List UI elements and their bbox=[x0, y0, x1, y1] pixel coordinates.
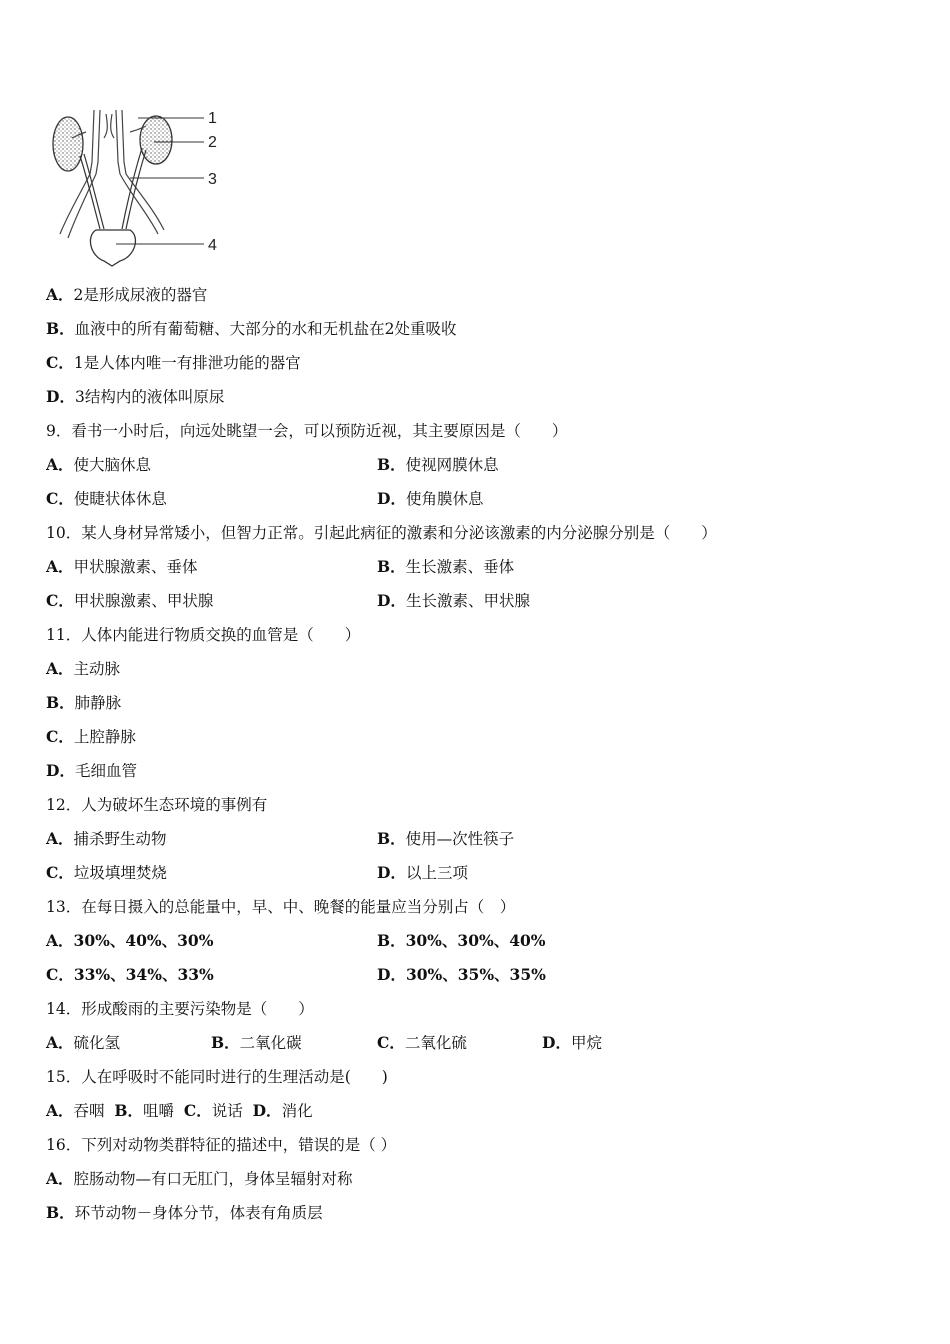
q15-options-row bbox=[46, 1100, 313, 1122]
figure-label-2: 2 bbox=[208, 134, 217, 151]
q9-option-b[interactable]: B．使视网膜休息 bbox=[377, 455, 499, 474]
q10-option-a[interactable]: A．甲状腺激素、垂体 bbox=[46, 557, 198, 576]
q11-option-a[interactable]: A．主动脉 bbox=[46, 659, 121, 678]
q13-stem: 13．在每日摄入的总能量中，早、中、晚餐的能量应当分别占（ ） bbox=[46, 898, 516, 916]
q10-row-1 bbox=[46, 556, 515, 578]
q11-option-c[interactable]: C．上腔静脉 bbox=[46, 727, 136, 746]
q12-row-1 bbox=[46, 828, 515, 850]
q12-option-a[interactable]: A．捕杀野生动物 bbox=[46, 829, 167, 848]
q14-option-a[interactable]: A．硫化氢 bbox=[46, 1033, 121, 1052]
left-kidney bbox=[53, 117, 83, 171]
q8-option-b[interactable]: B．血液中的所有葡萄糖、大部分的水和无机盐在2处重吸收 bbox=[46, 319, 457, 338]
q13-row-2 bbox=[46, 964, 546, 986]
q16-option-a[interactable]: A．腔肠动物—有口无肛门，身体呈辐射对称 bbox=[46, 1169, 353, 1188]
q8-option-d[interactable]: D．3结构内的液体叫原尿 bbox=[46, 387, 225, 406]
q11-option-d[interactable]: D．毛细血管 bbox=[46, 761, 137, 780]
q12-option-c[interactable]: C．垃圾填埋焚烧 bbox=[46, 863, 167, 882]
q16-option-b[interactable]: B．环节动物－身体分节，体表有角质层 bbox=[46, 1203, 323, 1222]
bladder bbox=[90, 230, 135, 266]
q16-stem: 16．下列对动物类群特征的描述中，错误的是（ ） bbox=[46, 1136, 397, 1154]
q13-row-1 bbox=[46, 930, 546, 952]
urinary-system-diagram bbox=[46, 104, 226, 269]
q10-row-2 bbox=[46, 590, 530, 612]
q14-options-row bbox=[46, 1032, 746, 1054]
q10-option-c[interactable]: C．甲状腺激素、甲状腺 bbox=[46, 591, 214, 610]
q13-option-b[interactable]: B．30%、30%、40% bbox=[377, 931, 546, 950]
q15-option-d[interactable]: D．消化 bbox=[252, 1101, 313, 1120]
q8-option-c[interactable]: C．1是人体内唯一有排泄功能的器官 bbox=[46, 353, 301, 372]
q14-option-d[interactable]: D．甲烷 bbox=[542, 1033, 602, 1052]
q13-option-a[interactable]: A．30%、40%、30% bbox=[46, 931, 214, 950]
q11-stem: 11．人体内能进行物质交换的血管是（ ） bbox=[46, 626, 361, 644]
q9-option-c[interactable]: C．使睫状体休息 bbox=[46, 489, 167, 508]
q15-option-a[interactable]: A．吞咽 bbox=[46, 1101, 105, 1120]
q15-option-b[interactable]: B．咀嚼 bbox=[114, 1101, 175, 1120]
q14-option-c[interactable]: C．二氧化硫 bbox=[377, 1033, 467, 1052]
figure-label-4: 4 bbox=[208, 237, 217, 254]
q12-stem: 12．人为破坏生态环境的事例有 bbox=[46, 796, 268, 814]
q11-option-b[interactable]: B．肺静脉 bbox=[46, 693, 122, 712]
q9-stem: 9．看书一小时后，向远处眺望一会，可以预防近视，其主要原因是（ ） bbox=[46, 422, 568, 440]
q14-option-b[interactable]: B．二氧化碳 bbox=[211, 1033, 302, 1052]
q12-option-b[interactable]: B．使用—次性筷子 bbox=[377, 829, 515, 848]
q9-row-1 bbox=[46, 454, 499, 476]
q9-option-d[interactable]: D．使角膜休息 bbox=[377, 489, 484, 508]
figure-label-1: 1 bbox=[208, 110, 217, 127]
q10-option-b[interactable]: B．生长激素、垂体 bbox=[377, 557, 515, 576]
q15-stem: 15．人在呼吸时不能同时进行的生理活动是( ) bbox=[46, 1068, 388, 1086]
q10-option-d[interactable]: D．生长激素、甲状腺 bbox=[377, 591, 530, 610]
q10-stem: 10．某人身材异常矮小，但智力正常。引起此病征的激素和分泌该激素的内分泌腺分别是（ ） bbox=[46, 524, 717, 542]
q13-option-d[interactable]: D．30%、35%、35% bbox=[377, 965, 546, 984]
figure-label-3: 3 bbox=[208, 171, 217, 188]
q14-stem: 14．形成酸雨的主要污染物是（ ） bbox=[46, 1000, 314, 1018]
q9-row-2 bbox=[46, 488, 484, 510]
q8-option-a[interactable]: A．2是形成尿液的器官 bbox=[46, 285, 208, 304]
q12-row-2 bbox=[46, 862, 468, 884]
q13-option-c[interactable]: C．33%、34%、33% bbox=[46, 965, 214, 984]
q9-option-a[interactable]: A．使大脑休息 bbox=[46, 455, 152, 474]
right-kidney bbox=[140, 116, 172, 164]
q12-option-d[interactable]: D．以上三项 bbox=[377, 863, 468, 882]
q15-option-c[interactable]: C．说话 bbox=[183, 1101, 243, 1120]
